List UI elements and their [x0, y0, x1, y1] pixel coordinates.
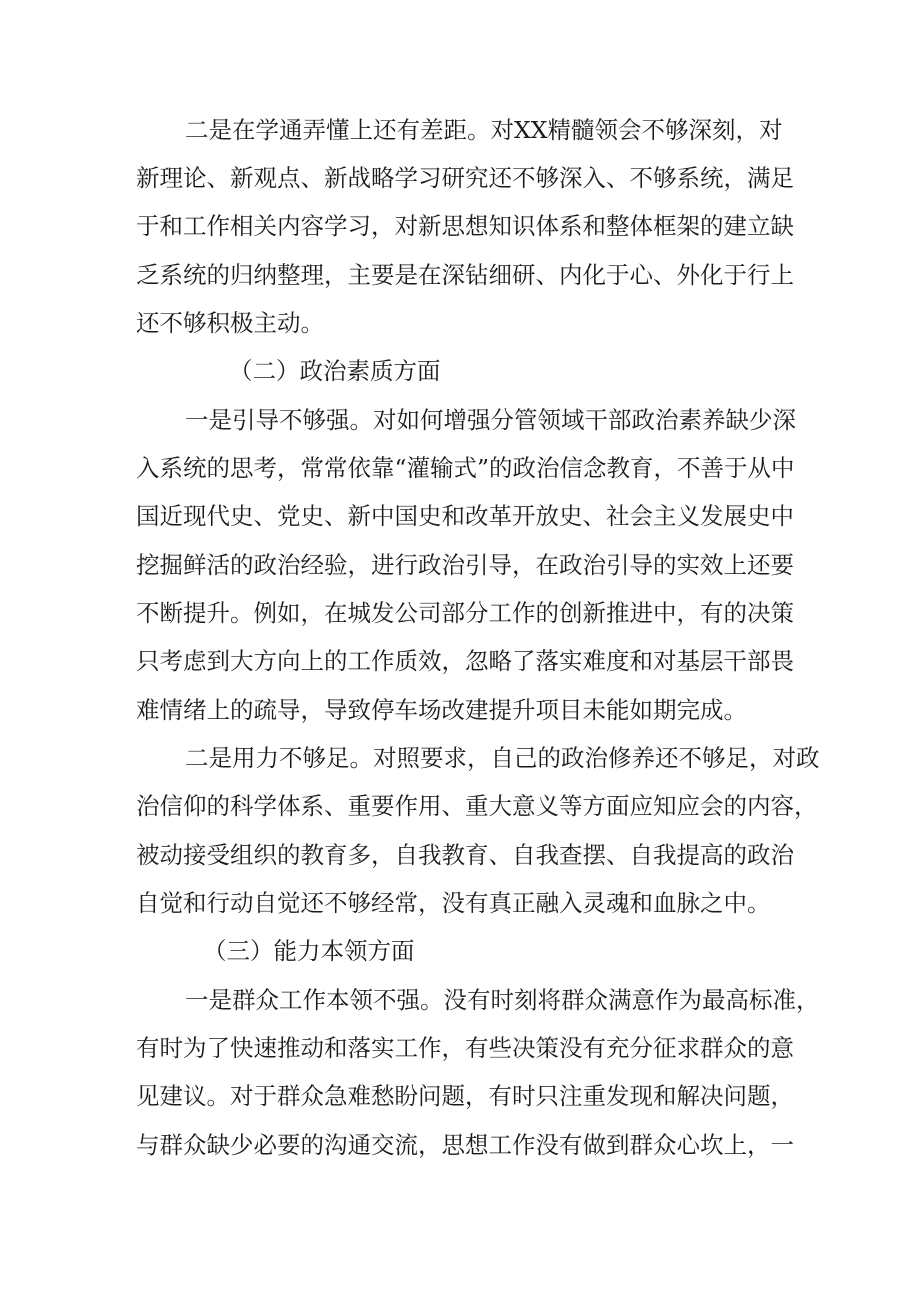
paragraph-line: 入系统的思考，常常依靠“灌输式”的政治信念教育，不善于从中 — [136, 454, 795, 482]
paragraph-line: 不断提升。例如，在城发公司部分工作的创新推进中，有的决策 — [136, 599, 794, 627]
paragraph-line: 一是群众工作本领不强。没有时刻将群众满意作为最高标准， — [185, 986, 820, 1014]
paragraph-line: 乏系统的归纳整理，主要是在深钻细研、内化于心、外化于行上 — [136, 261, 794, 289]
paragraph-line: 于和工作相关内容学习，对新思想知识体系和整体框架的建立缺 — [136, 212, 794, 240]
paragraph-line: 国近现代史、党史、新中国史和改革开放史、社会主义发展史中 — [136, 502, 794, 530]
paragraph-line: 与群众缺少必要的沟通交流，思想工作没有做到群众心坎上，一 — [136, 1131, 794, 1159]
paragraph-line: 只考虑到大方向上的工作质效，忽略了落实难度和对基层干部畏 — [136, 647, 794, 675]
section-heading: （二）政治素质方面 — [229, 357, 441, 385]
paragraph-line: 自觉和行动自觉还不够经常，没有真正融入灵魂和血脉之中。 — [136, 889, 771, 917]
paragraph-line: 还不够积极主动。 — [136, 309, 324, 337]
paragraph-line: 有时为了快速推动和落实工作，有些决策没有充分征求群众的意 — [136, 1034, 794, 1062]
section-heading: （三）能力本领方面 — [203, 937, 415, 965]
paragraph-line: 治信仰的科学体系、重要作用、重大意义等方面应知应会的内容， — [136, 792, 818, 820]
paragraph-line: 见建议。对于群众急难愁盼问题，有时只注重发现和解决问题， — [136, 1082, 794, 1110]
paragraph-line: 一是引导不够强。对如何增强分管领域干部政治素养缺少深 — [185, 406, 796, 434]
paragraph-line: 二是在学通弄懂上还有差距。对XX精髓领会不够深刻，对 — [185, 116, 783, 144]
paragraph-line: 二是用力不够足。对照要求，自己的政治修养还不够足，对政 — [185, 744, 820, 772]
paragraph-line: 被动接受组织的教育多，自我教育、自我查摆、自我提高的政治 — [136, 841, 794, 869]
paragraph-line: 新理论、新观点、新战略学习研究还不够深入、不够系统，满足 — [136, 164, 794, 192]
paragraph-line: 难情绪上的疏导，导致停车场改建提升项目未能如期完成。 — [136, 696, 747, 724]
paragraph-line: 挖掘鲜活的政治经验，进行政治引导，在政治引导的实效上还要 — [136, 551, 794, 579]
